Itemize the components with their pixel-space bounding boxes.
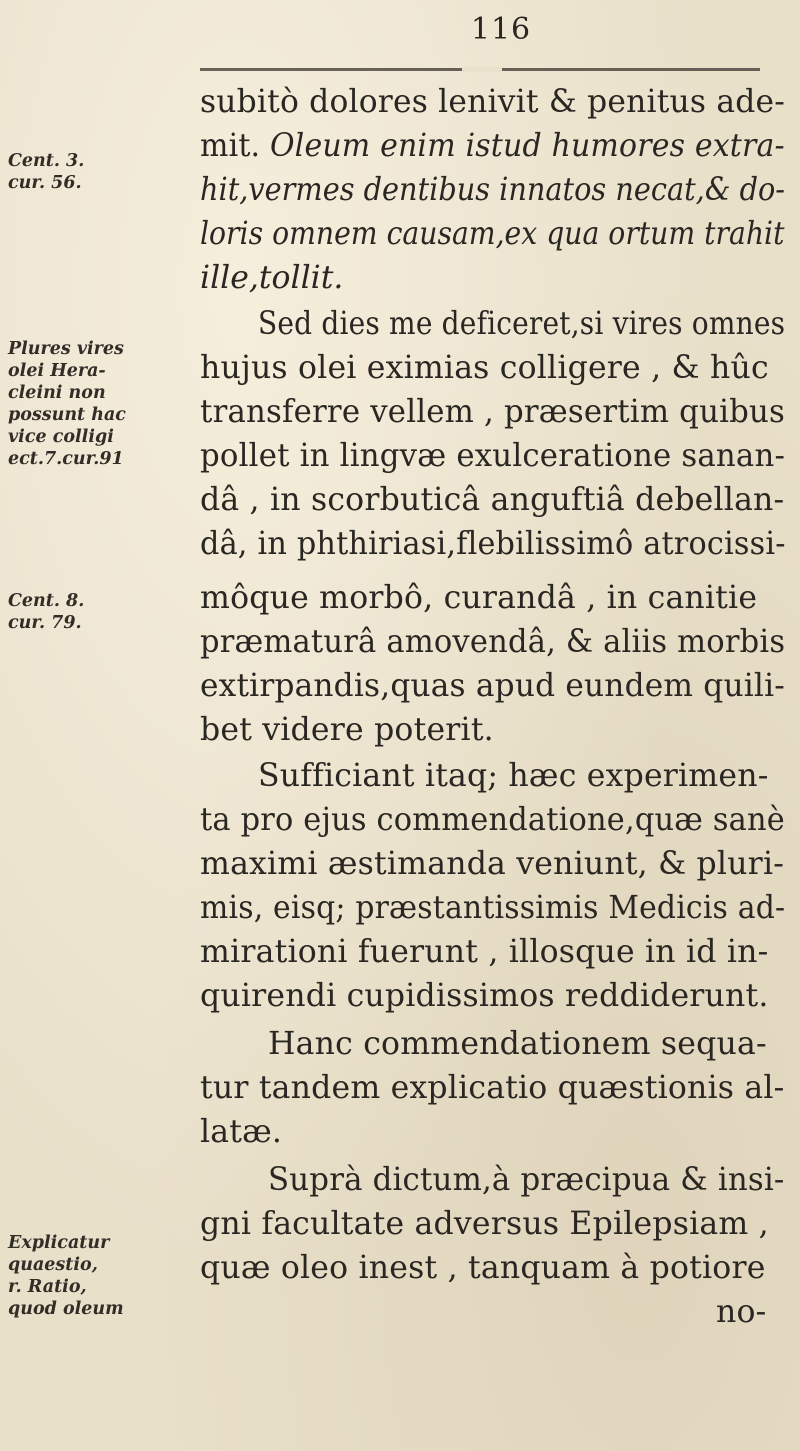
text-line: extirpandis,quas apud eundem quili- (200, 668, 785, 704)
margin-note-line: r. Ratio, (8, 1277, 87, 1297)
text-line (200, 126, 785, 166)
text-line: Hanc commendationem sequa- (268, 1026, 767, 1062)
text-line: gni facultate adversus Epilepsiam , (200, 1206, 769, 1242)
text-line: mis, eisq; præstantissimis Medicis ad- (200, 890, 786, 926)
text-line: bet videre poterit. (200, 712, 494, 748)
margin-note-line: quod oleum (8, 1299, 124, 1319)
text-line: tur tandem explicatio quæstionis al- (200, 1070, 785, 1106)
header-rule (200, 68, 760, 71)
catchword: no- (716, 1294, 767, 1330)
margin-note-line: Cent. 3. (8, 151, 85, 171)
margin-note-line: possunt hac (8, 405, 126, 425)
text-line: hit,vermes dentibus innatos necat,& do- (200, 172, 786, 208)
margin-note-line: olei Hera- (8, 361, 106, 381)
margin-note-3 (8, 590, 180, 634)
margin-note-line: Explicatur (8, 1233, 110, 1253)
text-line: transferre vellem , præsertim quibus (200, 394, 786, 430)
text-line: præmaturâ amovendâ, & aliis morbis (200, 624, 786, 660)
margin-note-4 (8, 1232, 180, 1320)
text-line: quæ oleo inest , tanquam à potiore (200, 1250, 766, 1286)
margin-note-1 (8, 150, 180, 194)
margin-note-line: vice colligi (8, 427, 114, 447)
margin-note-line: Cent. 8. (8, 591, 85, 611)
text-line: Sed dies me deficeret,si vires omnes (258, 306, 786, 342)
margin-note-line: cur. 79. (8, 613, 82, 633)
text-line: maximi æstimanda veniunt, & pluri- (200, 846, 785, 882)
text-line: loris omnem causam,ex qua ortum trahit (200, 216, 785, 252)
text-roman: mit. (200, 128, 270, 164)
text-line: latæ. (200, 1114, 283, 1150)
margin-note-line: cur. 56. (8, 173, 82, 193)
text-line: quirendi cupidissimos reddiderunt. (200, 978, 769, 1014)
text-line: pollet in lingvæ exulceratione sanan- (200, 438, 786, 474)
margin-note-line: ect.7.cur.91 (8, 449, 124, 469)
page-number: 116 (470, 12, 532, 47)
text-line: dâ, in phthiriasi,flebilissimô atrocissi- (200, 526, 786, 562)
margin-note-line: cleini non (8, 383, 106, 403)
text-line: subitò dolores lenivit & penitus ade- (200, 84, 786, 120)
text-line: hujus olei eximias colligere , & hûc (200, 350, 769, 386)
text-italic: Oleum enim istud humores extra- (269, 128, 785, 164)
margin-note-2 (8, 338, 180, 470)
text-line: dâ , in scorbuticâ anguftiâ debellan- (200, 482, 785, 518)
text-line: mirationi fuerunt , illosque in id in- (200, 934, 769, 970)
text-line: ta pro ejus commendatione,quæ sanè (200, 802, 785, 838)
text-line: Suprà dictum,à præcipua & insi- (268, 1162, 785, 1198)
margin-note-line: quaestio, (8, 1255, 98, 1275)
text-line: Sufficiant itaq; hæc experimen- (258, 758, 769, 794)
margin-note-line: Plures vires (8, 339, 124, 359)
text-line: môque morbô, curandâ , in canitie (200, 580, 758, 616)
text-line: ille,tollit. (200, 260, 344, 296)
